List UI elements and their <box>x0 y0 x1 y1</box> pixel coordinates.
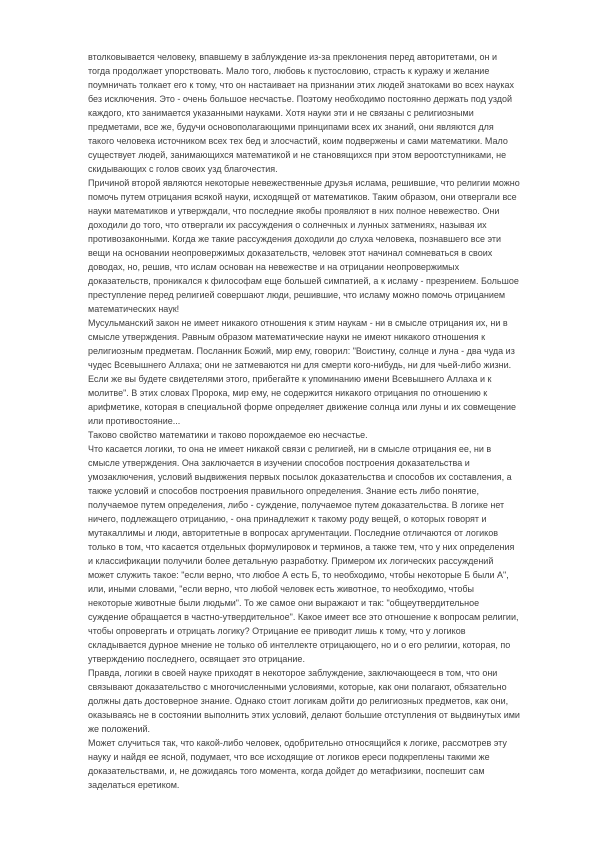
paragraph-continuation: втолковывается человеку, впавшему в заблуждение из-за преклонения перед авторитетами, он и тогда продолжает упорствовать. Мало того, любовь к пустословию, страсть к куражу и желание поумничать толкает его к тому, что он настаивает на признании этих людей знатоками во всех науках без исключения. Это - очень большое несчастье. Поэтому необходимо постоянно держать под уздой каждого, кто занимается указанными науками. Хотя науки эти и не связаны с религиозными предметами, все же, будучи основополагающими принципами всех их знаний, они являются для такого человека источником всех тех бед и злосчастий, коим подвержены и сами математики. Мало существует людей, занимающихся математикой и не становящихся при этом вероотступниками, не скидывающих с голов своих узд благочестия. <box>88 52 515 174</box>
paragraph-math-summary: Таково свойство математики и таково порождаемое ею несчастье. <box>88 430 368 440</box>
paragraph-logic: Что касается логики, то она не имеет никакой связи с религией, ни в смысле отрицания ее, ни в смысле утверждения. Она заключается в изучении способов построения доказательства и умозаключения, условий выдвижения первых посылок доказательства и способов их составления, а также условий и способов построения правильного определения. Знание есть либо понятие, получаемое путем определения, либо - суждение, получаемое путем доказательства. В логике нет ничего, подлежащего отрицанию, - она принадлежит к такому роду вещей, о которых говорят и мутакаллимы и люди, авторитетные в вопросах аргументации. Последние отличаются от логиков только в том, что касается отдельных формулировок и терминов, а также тем, что у них определения и классификации получили более детальную разработку. Примером их логических рассуждений может служить такое: "если верно, что любое А есть Б, то необходимо, чтобы некоторые Б были А", или, иными словами, "если верно, что любой человек есть животное, то необходимо, чтобы некоторые животные были людьми". То же самое они выражают и так: "общеутвердительное суждение обращается в частно-утвердительное". Какое имеет все это отношение к вопросам религии, чтобы опровергать и отрицать логику? Отрицание ее приводит лишь к тому, что у логиков складывается дурное мнение не только об интеллекте отрицающего, но и о его религии, которая, по утверждению последнего, освящает это отрицание. <box>88 444 519 664</box>
paragraph-logicians-error: Правда, логики в своей науке приходят в некоторое заблуждение, заключающееся в том, что они связывают доказательство с многочисленными условиями, которые, как они полагают, обязательно должны дать достоверное знание. Однако стоит логикам дойти до религиозных предметов, как они, оказываясь не в состоянии выполнить этих условий, делают большие отступления от выдвинутых ими же положений. <box>88 668 520 734</box>
paragraph-heretic: Может случиться так, что какой-либо человек, одобрительно относящийся к логике, рассмотрев эту науку и найдя ее ясной, подумает, что все исходящие от логиков ереси подкреплены такими же доказательствами, и, не дожидаясь того момента, когда дойдет до метафизики, поспешит сам заделаться еретиком. <box>88 738 507 790</box>
text-block <box>88 50 520 792</box>
paragraph-second-cause: Причиной второй являются некоторые невежественные друзья ислама, решившие, что религии можно помочь путем отрицания всякой науки, исходящей от математиков. Таким образом, они отвергали все науки математиков и утверждали, что последние якобы проявляют в них полное невежество. Они доходили до того, что отвергали их рассуждения о солнечных и лунных затмениях, называя их противозаконными. Когда же такие рассуждения доходили до слуха человека, познавшего все эти вещи на основании неопровержимых доказательств, человек этот начинал сомневаться в своих доводах, но, решив, что ислам основан на невежестве и на отрицании неопровержимых доказательств, проникался к философам еще большей симпатией, а к исламу - презрением. Большое преступление перед религией совершают люди, решившие, что исламу можно помочь отрицанием математических наук! <box>88 178 520 314</box>
paragraph-muslim-law: Мусульманский закон не имеет никакого отношения к этим наукам - ни в смысле отрицания их, ни в смысле утверждения. Равным образом математические науки не имеют никакого отношения к религиозным предметам. Посланник Божий, мир ему, говорил: "Воистину, солнце и луна - два чуда из чудес Всевышнего Аллаха; они не затмеваются ни для смерти кого-нибудь, ни для чьей-либо жизни. Если же вы будете свидетелями этого, прибегайте к упоминанию имени Всевышнего Аллаха и к молитве". В этих словах Пророка, мир ему, не содержится никакого отрицания по отношению к арифметике, которая в специальной форме определяет движение солнца или луны и их совмещение или противостояние... <box>88 318 517 426</box>
